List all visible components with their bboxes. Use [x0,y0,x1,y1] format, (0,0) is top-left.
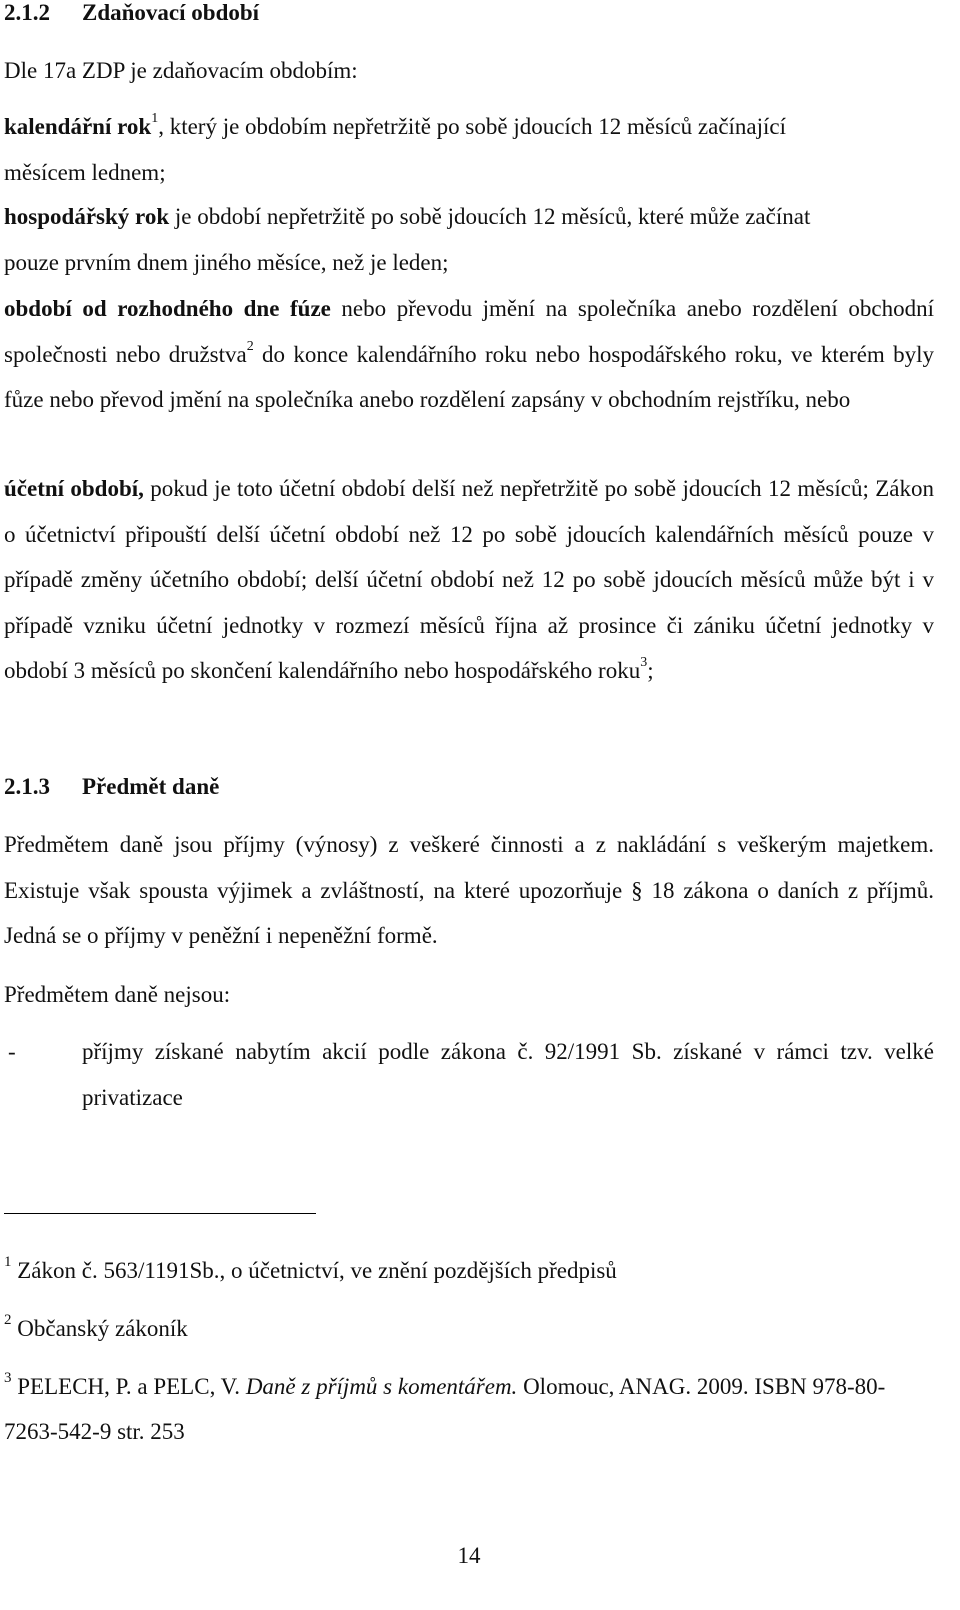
footnote-ref: 2 [246,338,254,354]
term: účetní období, [4,476,144,501]
footnote-ref: 1 [151,111,159,127]
not-subject-intro: Předmětem daně nejsou: [4,982,231,1007]
list-dash: - [8,1039,16,1064]
book-title: Daně z příjmů s komentářem. [245,1374,518,1399]
footnote-separator [4,1213,316,1214]
footnote-2: $^2$ Občanský zákoník [4,1312,188,1341]
footnote-1: $^1$ Zákon č. 563/1191Sb., o účetnictví, ve znění pozdějších předpisů [4,1254,617,1283]
footnote-number: 3 [4,1370,12,1387]
list-item-text: příjmy získané nabytím akcií podle zákona č. 92/1991 Sb. získané v rámci tzv. velké privatizace [82,1039,934,1110]
footnote-3: $^3$ PELECH, P. a PELC, V. Daně z příjmů s komentářem. Olomouc, ANAG. 2009. ISBN 978-80-7263-542-9 str. 253 [4,1370,886,1444]
list-item [4,1029,934,1120]
section-heading-2-1-2 [4,0,934,28]
section-number: 2.1.3 [4,774,50,799]
section-heading-2-1-3 [4,772,934,802]
page-number: 14 [457,1543,481,1568]
subject-paragraph: Předmětem daně jsou příjmy (výnosy) z veškeré činnosti a z nakládání s veškerým majetkem. Existuje však spousta výjimek a zvláštností, na které upozorňuje § 18 zákona o daních z příjmů. Jedná se o příjmy v peněžní i nepeněžní formě. [4,832,934,948]
section-title: Zdaňovací období [82,0,260,25]
footnote-number: 1 [4,1254,12,1271]
footnote-ref: 3 [640,655,648,671]
section-number: 2.1.2 [4,0,50,25]
term: hospodářský rok [4,204,170,229]
footnote-number: 2 [4,1312,12,1329]
definition-calendar-year: kalendářní rok$^1$, který je obdobím nepřetržitě po sobě jdoucích 12 měsíců začínající měsícem lednem; [4,111,787,185]
section-title: Předmět daně [82,774,220,799]
definition-merger-period: období od rozhodného dne fúze nebo převodu jmění na společníka anebo rozdělení obchodní společnosti nebo družstva$^2$ do konce kalendářního roku nebo hospodářského roku, ve kterém byly fůze nebo převod jmění na společníka anebo rozdělení zapsány v obchodním rejstříku, nebo [4,296,934,412]
term: období od rozhodného dne fúze [4,296,331,321]
intro-paragraph: Dle 17a ZDP je zdaňovacím obdobím: [4,58,358,83]
definition-business-year: hospodářský rok je období nepřetržitě po sobě jdoucích 12 měsíců, které může začínat pouze prvním dnem jiného měsíce, než je leden; [4,204,811,275]
term: kalendářní rok [4,114,152,139]
definition-accounting-period: účetní období, pokud je toto účetní období delší než nepřetržitě po sobě jdoucích 12 měsíců; Zákon o účetnictví připouští delší účetní období než 12 po sobě jdoucích kalendářních měsíců pouze v případě změny účetního období; delší účetní období než 12 po sobě jdoucích měsíců může být i v případě vzniku účetní jednotky v rozmezí měsíců října až prosince či zániku účetní jednotky v období 3 měsíců po skončení kalendářního nebo hospodářského roku$^3$; [4,476,934,683]
